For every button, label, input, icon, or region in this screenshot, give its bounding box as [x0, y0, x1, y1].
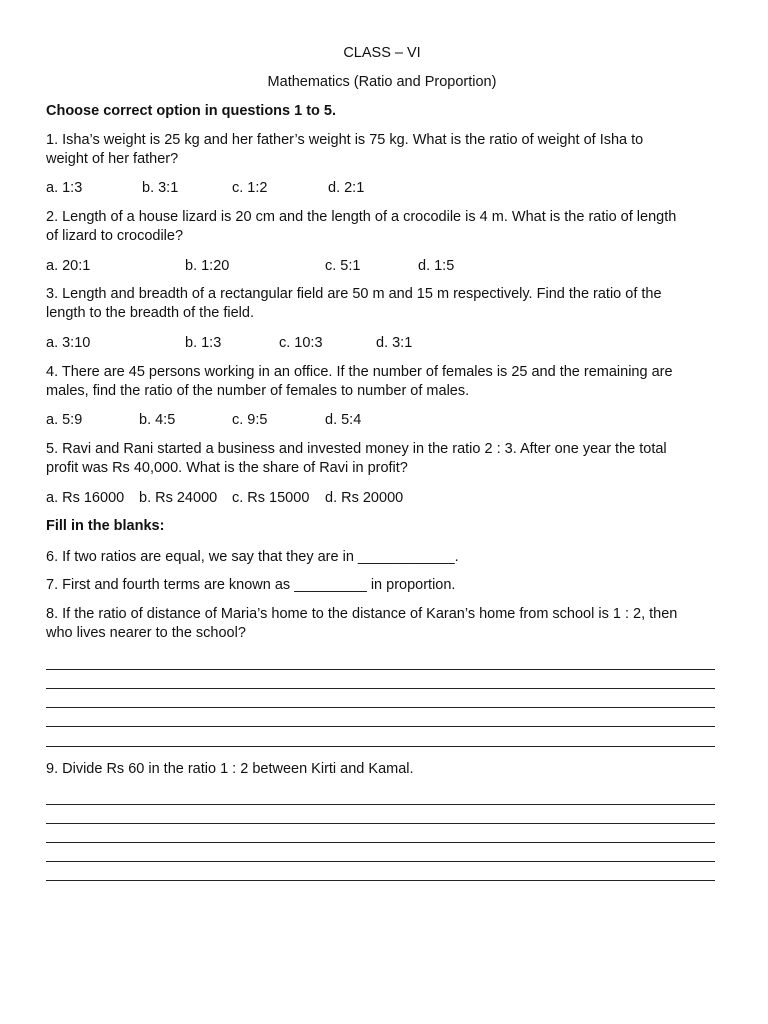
option-c: c. 9:5 [232, 412, 268, 428]
question-2-line-2: of lizard to crocodile? [46, 228, 184, 244]
subject-title: Mathematics (Ratio and Proportion) [267, 74, 497, 90]
option-a: a. 3:10 [46, 335, 91, 351]
answer-line [46, 842, 715, 843]
question-2-options [46, 257, 718, 276]
option-c: c. Rs 15000 [232, 490, 310, 506]
option-b: b. Rs 24000 [139, 490, 218, 506]
question-5-options [46, 489, 718, 508]
answer-line [46, 880, 715, 881]
worksheet-page [46, 0, 718, 1024]
question-1-line-1: 1. Isha’s weight is 25 kg and her father’s weight is 75 kg. What is the ratio of weight of Isha to [46, 132, 644, 148]
option-d: d. Rs 20000 [325, 490, 404, 506]
question-4-line-1: 4. There are 45 persons working in an office. If the number of females is 25 and the remaining are [46, 364, 673, 380]
option-d: d. 1:5 [418, 258, 455, 274]
option-a: a. 5:9 [46, 412, 83, 428]
option-b: b. 3:1 [142, 180, 179, 196]
option-b: b. 1:20 [185, 258, 230, 274]
fill-section-heading: Fill in the blanks: [46, 518, 165, 534]
question-9: 9. Divide Rs 60 in the ratio 1 : 2 between Kirti and Kamal. [46, 761, 414, 777]
option-b: b. 1:3 [185, 335, 222, 351]
question-7: 7. First and fourth terms are known as _________ in proportion. [46, 577, 456, 593]
option-a: a. Rs 16000 [46, 490, 125, 506]
option-a: a. 1:3 [46, 180, 83, 196]
option-d: d. 3:1 [376, 335, 413, 351]
option-a: a. 20:1 [46, 258, 91, 274]
question-8-line-1: 8. If the ratio of distance of Maria’s home to the distance of Karan’s home from school is 1 : 2, then [46, 606, 678, 622]
question-1-options [46, 179, 718, 198]
option-c: c. 10:3 [279, 335, 323, 351]
question-8-line-2: who lives nearer to the school? [46, 625, 246, 641]
option-d: d. 2:1 [328, 180, 365, 196]
mcq-section-heading: Choose correct option in questions 1 to 5. [46, 103, 337, 119]
question-1-line-2: weight of her father? [46, 151, 179, 167]
question-3-line-2: length to the breadth of the field. [46, 305, 254, 321]
answer-line [46, 726, 715, 727]
question-4-options [46, 411, 718, 430]
question-2-line-1: 2. Length of a house lizard is 20 cm and the length of a crocodile is 4 m. What is the ratio of length [46, 209, 677, 225]
option-c: c. 1:2 [232, 180, 268, 196]
question-3-options [46, 334, 718, 353]
question-5-line-1: 5. Ravi and Rani started a business and invested money in the ratio 2 : 3. After one year the total [46, 441, 667, 457]
option-d: d. 5:4 [325, 412, 362, 428]
question-4-line-2: males, find the ratio of the number of females to number of males. [46, 383, 470, 399]
question-3-line-1: 3. Length and breadth of a rectangular field are 50 m and 15 m respectively. Find the ratio of the [46, 286, 662, 302]
answer-line [46, 861, 715, 862]
option-b: b. 4:5 [139, 412, 176, 428]
answer-line [46, 707, 715, 708]
question-6: 6. If two ratios are equal, we say that they are in ____________. [46, 549, 459, 565]
answer-line [46, 804, 715, 805]
answer-line [46, 823, 715, 824]
question-5-line-2: profit was Rs 40,000. What is the share of Ravi in profit? [46, 460, 408, 476]
answer-line [46, 669, 715, 670]
option-c: c. 5:1 [325, 258, 361, 274]
answer-line [46, 746, 715, 747]
class-title: CLASS – VI [343, 45, 421, 61]
answer-line [46, 688, 715, 689]
